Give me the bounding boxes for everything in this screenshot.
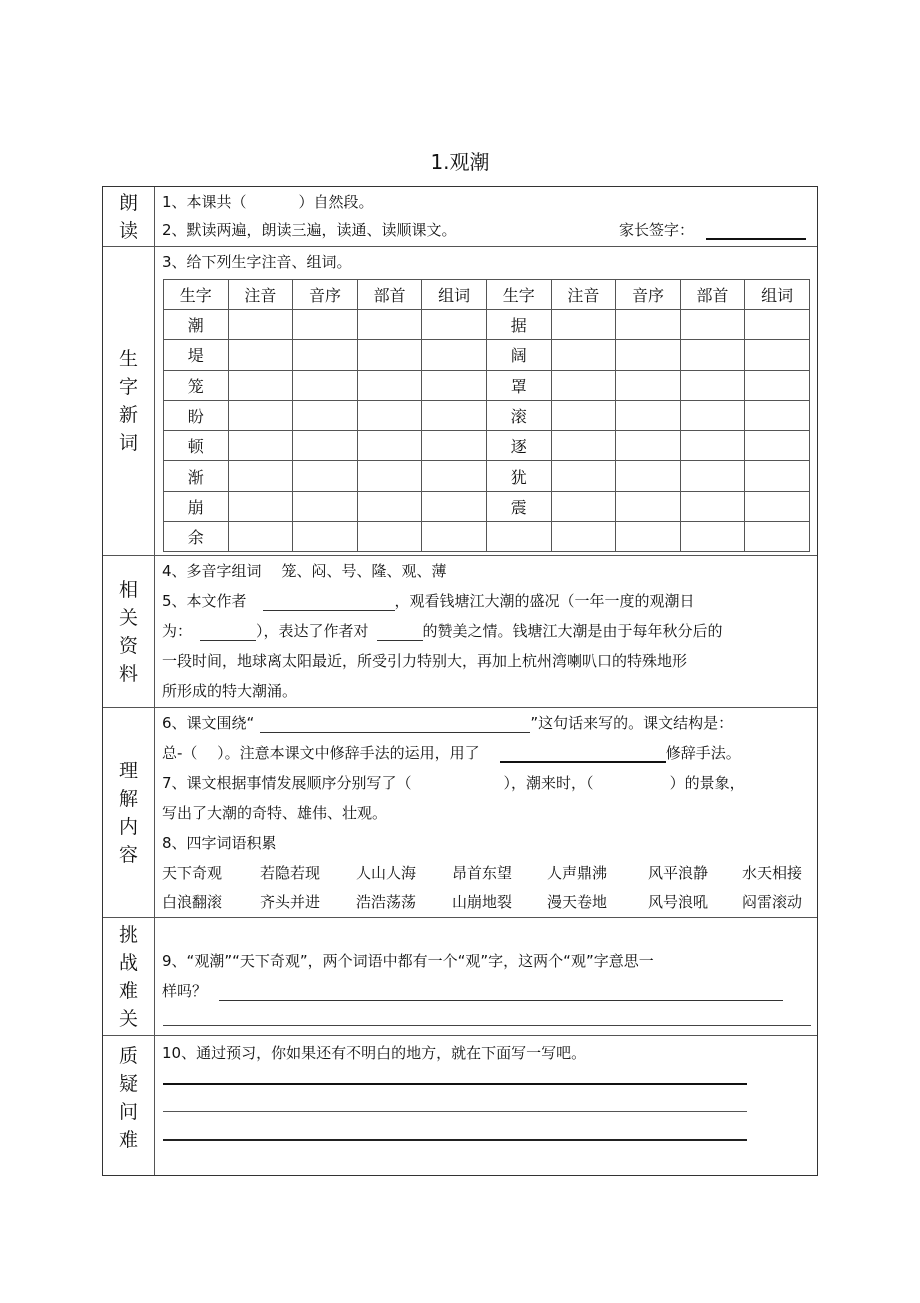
answer-cell[interactable] xyxy=(293,400,358,430)
q7-text: ）的景象， xyxy=(669,774,745,792)
answer-cell[interactable] xyxy=(551,522,616,552)
section-label-materials xyxy=(103,556,155,707)
section-understanding xyxy=(103,708,817,918)
idiom: 白浪翻滚 xyxy=(162,893,223,911)
q5-text: ），表达了作者对 xyxy=(256,622,369,640)
answer-cell[interactable] xyxy=(228,400,293,430)
label-char: 难 xyxy=(118,1129,138,1151)
answer-cell[interactable] xyxy=(551,461,616,491)
table-row xyxy=(164,461,810,491)
answer-cell[interactable] xyxy=(745,461,810,491)
answer-cell[interactable] xyxy=(293,310,358,340)
question-7-line-2: 写出了大潮的奇特、雄伟、壮观。 xyxy=(162,804,388,822)
idiom: 齐头并进 xyxy=(260,893,321,911)
header-cell: 注音 xyxy=(228,280,293,310)
section-label-reading xyxy=(103,187,155,246)
q7-text: 7、课文根据事情发展顺序分别写了（ xyxy=(162,774,412,792)
idiom: 人声鼎沸 xyxy=(547,864,608,882)
answer-cell[interactable] xyxy=(616,491,681,521)
char-cell: 潮 xyxy=(164,310,229,340)
section-materials xyxy=(103,556,817,708)
idiom: 闷雷滚动 xyxy=(742,893,803,911)
idiom: 漫天卷地 xyxy=(547,893,608,911)
header-cell: 音序 xyxy=(293,280,358,310)
answer-cell[interactable] xyxy=(551,340,616,370)
answer-cell[interactable] xyxy=(357,491,422,521)
write-line-3[interactable] xyxy=(163,1139,747,1141)
section-label-new-words xyxy=(103,247,155,555)
answer-cell[interactable] xyxy=(551,431,616,461)
question-3: 3、给下列生字注音、组词。 xyxy=(162,253,352,271)
section-new-words xyxy=(103,247,817,556)
question-10: 10、通过预习，你如果还有不明白的地方，就在下面写一写吧。 xyxy=(162,1044,587,1062)
section-label-challenge xyxy=(103,918,155,1035)
header-cell: 生字 xyxy=(486,280,551,310)
char-cell xyxy=(486,522,551,552)
section-label-understanding xyxy=(103,708,155,917)
answer-cell[interactable] xyxy=(228,461,293,491)
idiom: 水天相接 xyxy=(742,864,803,882)
char-cell: 滚 xyxy=(486,400,551,430)
answer-cell[interactable] xyxy=(293,522,358,552)
answer-cell[interactable] xyxy=(357,522,422,552)
answer-cell[interactable] xyxy=(745,340,810,370)
label-char: 容 xyxy=(118,843,138,866)
write-line-2[interactable] xyxy=(163,1111,747,1112)
label-char: 生 xyxy=(118,348,138,370)
char-cell: 罩 xyxy=(486,370,551,400)
answer-cell[interactable] xyxy=(228,522,293,552)
char-cell: 逐 xyxy=(486,431,551,461)
q6-text: ”这句话来写的。课文结构是： xyxy=(530,714,734,732)
label-char: 理 xyxy=(118,759,138,782)
answer-cell[interactable] xyxy=(680,491,745,521)
answer-cell[interactable] xyxy=(228,491,293,521)
praise-blank[interactable] xyxy=(377,626,423,641)
header-cell: 部首 xyxy=(357,280,422,310)
table-row xyxy=(164,400,810,430)
write-line-1[interactable] xyxy=(163,1083,747,1085)
label-char: 朗 xyxy=(118,191,138,214)
char-cell: 堤 xyxy=(164,340,229,370)
answer-cell[interactable] xyxy=(293,340,358,370)
answer-cell[interactable] xyxy=(616,400,681,430)
answer-cell[interactable] xyxy=(616,370,681,400)
label-char: 难 xyxy=(118,979,138,1002)
header-cell: 部首 xyxy=(680,280,745,310)
char-cell: 阔 xyxy=(486,340,551,370)
answer-cell[interactable] xyxy=(422,400,487,430)
answer-cell[interactable] xyxy=(616,431,681,461)
question-9-line-2 xyxy=(162,980,783,1001)
q6-text: 6、课文围绕“ xyxy=(162,714,255,732)
answer-cell[interactable] xyxy=(293,431,358,461)
section-questions xyxy=(103,1036,817,1175)
answer-cell[interactable] xyxy=(680,431,745,461)
question-6-line-2 xyxy=(162,742,741,763)
answer-cell[interactable] xyxy=(422,431,487,461)
answer-cell[interactable] xyxy=(228,340,293,370)
label-char: 内 xyxy=(118,815,138,838)
char-cell: 震 xyxy=(486,491,551,521)
answer-cell[interactable] xyxy=(228,310,293,340)
label-char: 质 xyxy=(118,1045,138,1067)
answer-cell[interactable] xyxy=(422,340,487,370)
answer-cell[interactable] xyxy=(228,431,293,461)
q7-text: ），潮来时，（ xyxy=(503,774,594,792)
table-row xyxy=(164,370,810,400)
date-blank[interactable] xyxy=(200,626,256,641)
table-row xyxy=(164,310,810,340)
q4-prefix: 4、多音字组词 xyxy=(162,562,262,580)
header-cell: 注音 xyxy=(551,280,616,310)
answer-cell[interactable] xyxy=(422,491,487,521)
header-cell: 组词 xyxy=(745,280,810,310)
label-char: 词 xyxy=(118,432,138,454)
q6-text: 总-（ ）。注意本课文中修辞手法的运用，用了 xyxy=(162,744,480,762)
parent-sign-label: 家长签字： xyxy=(619,221,695,239)
answer-cell[interactable] xyxy=(745,431,810,461)
table-header-row xyxy=(164,280,810,310)
idiom: 若隐若现 xyxy=(260,864,321,882)
question-9-line-1: 9、“观潮”“天下奇观”，两个词语中都有一个“观”字，这两个“观”字意思一 xyxy=(162,952,654,970)
label-char: 字 xyxy=(118,376,138,398)
question-7-line-1 xyxy=(162,772,745,793)
label-char: 资 xyxy=(118,634,138,657)
idiom: 浩浩荡荡 xyxy=(356,893,417,911)
q4-chars: 笼、闷、号、隆、观、薄 xyxy=(281,562,447,580)
answer-cell[interactable] xyxy=(745,370,810,400)
section-reading xyxy=(103,187,817,247)
answer-cell[interactable] xyxy=(551,400,616,430)
question-5-line-1 xyxy=(162,590,695,611)
char-cell: 笼 xyxy=(164,370,229,400)
question-6-line-1 xyxy=(162,712,733,733)
answer-cell[interactable] xyxy=(616,310,681,340)
answer-cell[interactable] xyxy=(293,370,358,400)
label-char: 挑 xyxy=(118,923,138,946)
answer-cell[interactable] xyxy=(357,370,422,400)
answer-cell[interactable] xyxy=(616,461,681,491)
answer-cell[interactable] xyxy=(680,461,745,491)
char-cell: 余 xyxy=(164,522,229,552)
idiom: 山崩地裂 xyxy=(452,893,513,911)
idiom: 天下奇观 xyxy=(162,864,223,882)
label-char: 解 xyxy=(118,787,138,810)
table-row xyxy=(164,431,810,461)
answer-cell[interactable] xyxy=(357,461,422,491)
answer-cell[interactable] xyxy=(293,491,358,521)
label-char: 关 xyxy=(118,1007,138,1030)
question-5-line-2 xyxy=(162,620,723,641)
rhetoric-blank[interactable] xyxy=(500,747,666,763)
answer-cell[interactable] xyxy=(680,370,745,400)
q9-text: 样吗？ xyxy=(162,982,208,1000)
answer-cell[interactable] xyxy=(422,370,487,400)
answer-cell[interactable] xyxy=(422,522,487,552)
section-label-questions xyxy=(103,1036,155,1175)
answer-cell[interactable] xyxy=(551,310,616,340)
q5-text: 的赞美之情。钱塘江大潮是由于每年秋分后的 xyxy=(422,622,723,640)
idiom: 人山人海 xyxy=(356,864,417,882)
answer-cell[interactable] xyxy=(745,522,810,552)
answer-cell[interactable] xyxy=(680,310,745,340)
question-4 xyxy=(162,560,447,581)
answer-cell[interactable] xyxy=(745,491,810,521)
answer-cell[interactable] xyxy=(422,310,487,340)
q1-suffix: ）自然段。 xyxy=(298,193,374,211)
question-1 xyxy=(162,191,374,212)
answer-cell[interactable] xyxy=(551,370,616,400)
question-5-line-3: 一段时间，地球离太阳最近，所受引力特别大，再加上杭州湾喇叭口的特殊地形 xyxy=(162,652,688,670)
question-8: 8、四字词语积累 xyxy=(162,834,277,852)
table-row xyxy=(164,491,810,521)
char-cell: 渐 xyxy=(164,461,229,491)
q5-text: 5、本文作者 xyxy=(162,592,247,610)
answer-cell[interactable] xyxy=(745,310,810,340)
question-5-line-4: 所形成的特大潮涌。 xyxy=(162,682,298,700)
answer-cell[interactable] xyxy=(293,461,358,491)
char-cell: 犹 xyxy=(486,461,551,491)
label-char: 新 xyxy=(118,404,138,426)
answer-line-2[interactable] xyxy=(163,1025,811,1026)
idiom: 风号浪吼 xyxy=(648,893,709,911)
worksheet-table xyxy=(102,186,818,1176)
section-challenge xyxy=(103,918,817,1036)
label-char: 读 xyxy=(118,219,138,242)
label-char: 战 xyxy=(118,951,138,974)
char-cell: 盼 xyxy=(164,400,229,430)
q6-text: 修辞手法。 xyxy=(665,744,741,762)
answer-cell[interactable] xyxy=(357,310,422,340)
table-row xyxy=(164,340,810,370)
answer-cell[interactable] xyxy=(228,370,293,400)
parent-signature xyxy=(619,219,806,240)
answer-cell[interactable] xyxy=(422,461,487,491)
answer-cell[interactable] xyxy=(745,400,810,430)
label-char: 问 xyxy=(118,1101,138,1123)
idiom: 风平浪静 xyxy=(648,864,709,882)
label-char: 关 xyxy=(118,606,138,629)
idiom: 昂首东望 xyxy=(452,864,513,882)
label-char: 疑 xyxy=(118,1073,138,1095)
label-char: 料 xyxy=(118,662,138,685)
table-row xyxy=(164,522,810,552)
answer-cell[interactable] xyxy=(357,400,422,430)
answer-line-1[interactable] xyxy=(219,986,783,1001)
char-cell: 据 xyxy=(486,310,551,340)
page-title: 1.观潮 xyxy=(430,150,490,174)
answer-cell[interactable] xyxy=(680,340,745,370)
char-cell: 顿 xyxy=(164,431,229,461)
q1-prefix: 1、本课共（ xyxy=(162,193,247,211)
header-cell: 音序 xyxy=(616,280,681,310)
answer-cell[interactable] xyxy=(680,522,745,552)
author-blank[interactable] xyxy=(263,596,395,611)
character-table xyxy=(163,279,810,552)
key-sentence-blank[interactable] xyxy=(260,718,530,733)
q5-text: ，观看钱塘江大潮的盛况（一年一度的观潮日 xyxy=(394,592,695,610)
answer-cell[interactable] xyxy=(616,522,681,552)
char-cell: 崩 xyxy=(164,491,229,521)
label-char: 相 xyxy=(118,578,138,601)
answer-cell[interactable] xyxy=(680,400,745,430)
answer-cell[interactable] xyxy=(616,340,681,370)
header-cell: 组词 xyxy=(422,280,487,310)
answer-cell[interactable] xyxy=(357,340,422,370)
header-cell: 生字 xyxy=(164,280,229,310)
question-2: 2、默读两遍，朗读三遍，读通、读顺课文。 xyxy=(162,221,457,239)
parent-sign-field[interactable] xyxy=(706,224,806,240)
answer-cell[interactable] xyxy=(551,491,616,521)
q5-text: 为： xyxy=(162,622,193,640)
answer-cell[interactable] xyxy=(357,431,422,461)
